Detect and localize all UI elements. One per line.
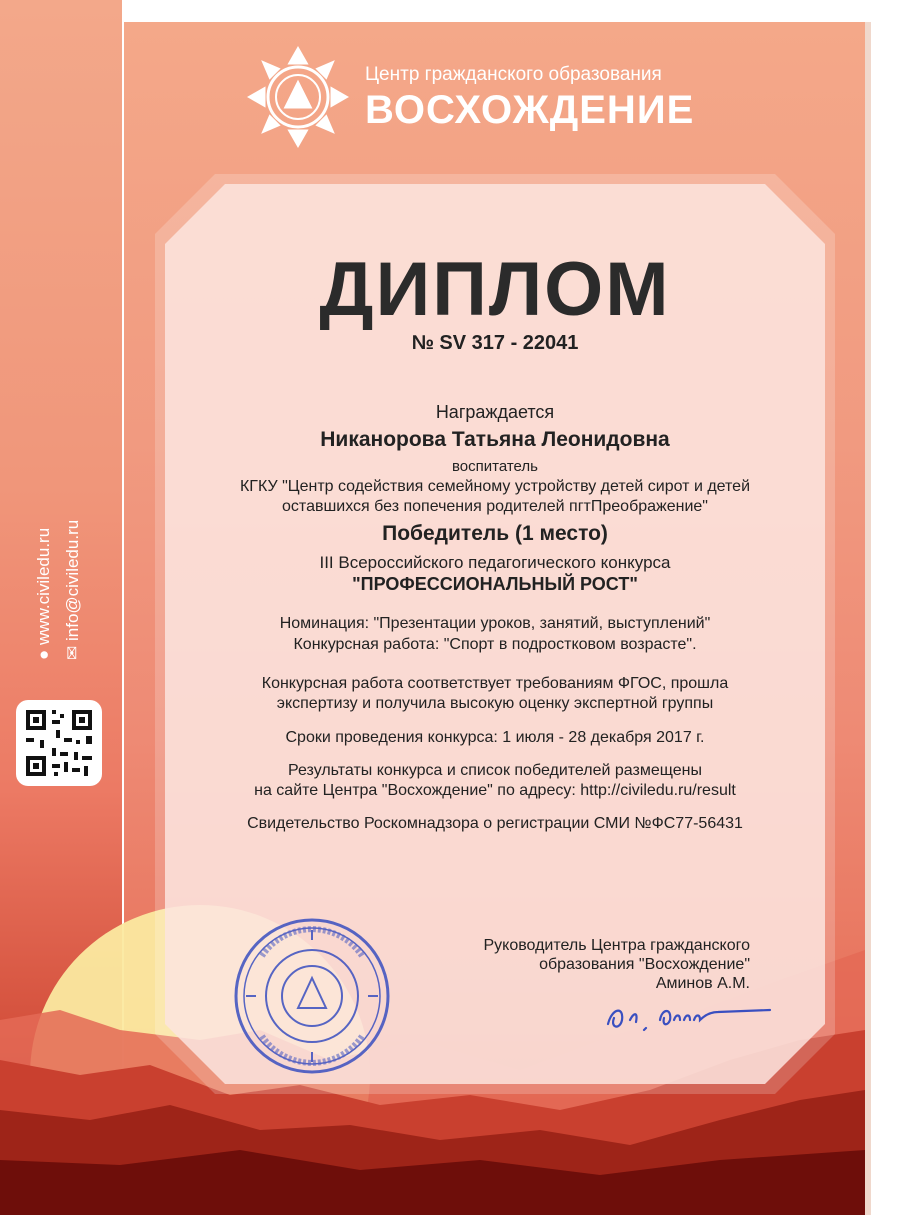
recipient-name: Никанорова Татьяна Леонидовна (320, 428, 670, 451)
organization-line-1: КГКУ "Центр содействия семейному устройству детей сирот и детей (239, 478, 751, 495)
contest-line-1: III Всероссийского педагогического конкурса (319, 553, 671, 572)
license-info: Свидетельство Роскомнадзора о регистрации СМИ №ФС77-56431 (247, 815, 743, 832)
handwritten-signature (600, 990, 780, 1040)
round-stamp (232, 916, 392, 1076)
results-line-1: Результаты конкурса и список победителей размещены (288, 762, 702, 779)
contest-dates: Сроки проведения конкурса: 1 июля - 28 декабря 2017 г. (285, 729, 705, 746)
results-line-2: на сайте Центра "Восхождение" по адресу: http://civiledu.ru/result (254, 782, 736, 799)
recipient-position: воспитатель (452, 458, 538, 475)
contest-work: Конкурсная работа: "Спорт в подростковом возрасте". (293, 636, 697, 653)
logo-subtitle: Центр гражданского образования (365, 64, 662, 85)
fgos-line-1: Конкурсная работа соответствует требованиям ФГОС, прошла (261, 675, 729, 692)
sun-emblem-icon (245, 44, 351, 150)
diploma-number: № SV 317 - 22041 (411, 332, 579, 354)
fgos-line-2: экспертизу и получила высокую оценку экспертной группы (276, 695, 714, 712)
award-place: Победитель (1 место) (382, 522, 608, 545)
nomination: Номинация: "Презентации уроков, занятий, выступлений" (279, 615, 711, 632)
signatory-line-2: образования "Восхождение" (539, 956, 750, 973)
signatory-line-1: Руководитель Центра гражданского (483, 937, 750, 954)
logo-title: ВОСХОЖДЕНИЕ (365, 88, 695, 132)
qr-code (16, 700, 102, 786)
awarded-label: Награждается (435, 402, 555, 422)
diploma-title: ДИПЛОМ (319, 247, 671, 332)
envelope-icon: ✉ (63, 645, 82, 660)
globe-icon: ● (34, 649, 53, 660)
contest-name: "ПРОФЕССИОНАЛЬНЫЙ РОСТ" (352, 574, 638, 594)
email-text: info@civiledu.ru (63, 519, 82, 642)
organization-logo (245, 44, 725, 154)
email-link[interactable] (63, 520, 83, 660)
website-text: www.civiledu.ru (34, 527, 53, 645)
signatory-block (430, 936, 750, 993)
qr-code-icon (16, 700, 102, 786)
organization-line-2: оставшихся без попечения родителей пгтПреображение" (282, 498, 708, 515)
signatory-name: Аминов А.М. (655, 975, 750, 992)
website-link[interactable] (34, 528, 54, 660)
